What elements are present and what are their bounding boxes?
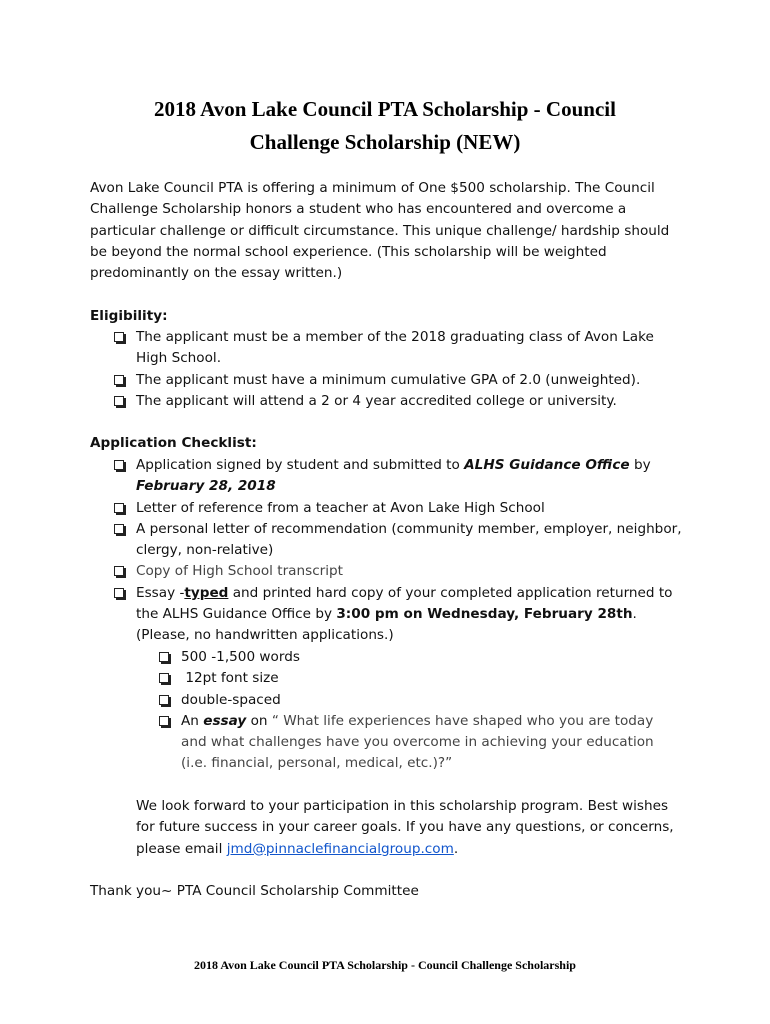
checklist-item-application: Application signed by student and submitted to ALHS Guidance Office by February 28, 2018 <box>112 455 682 498</box>
checkbox-icon[interactable] <box>114 566 124 576</box>
guidance-office-text: ALHS Guidance Office <box>464 457 630 473</box>
essay-req-prompt: An essay on “ What life experiences have shaped who you are today and what challenges have you overcome in achieving your education (i.e. financial, personal, medical, etc.)?” <box>157 711 682 775</box>
eligibility-item: The applicant will attend a 2 or 4 year accredited college or university. <box>112 391 682 412</box>
checkbox-icon[interactable] <box>159 652 169 662</box>
thank-you-line: Thank you~ PTA Council Scholarship Committee <box>90 883 419 899</box>
application-due-date: February 28, 2018 <box>136 478 276 495</box>
checkbox-icon[interactable] <box>159 673 169 683</box>
checkbox-icon[interactable] <box>114 524 124 534</box>
eligibility-list <box>112 327 682 412</box>
essay-deadline: 3:00 pm on Wednesday, February 28th <box>336 606 633 623</box>
checkbox-icon[interactable] <box>114 375 124 385</box>
eligibility-heading: Eligibility: <box>90 308 168 324</box>
checkbox-icon[interactable] <box>159 695 169 705</box>
intro-paragraph: Avon Lake Council PTA is offering a minimum of One $500 scholarship. The Council Challenge Scholarship honors a student who has encountered and overcome a particular challenge or difficult circumstance. This unique challenge/ hardship should be beyond the normal school experience. (This scholarship will be weighted predominantly on the essay written.) <box>90 180 670 282</box>
title-line-1: 2018 Avon Lake Council PTA Scholarship - Council <box>154 97 616 121</box>
title-line-2: Challenge Scholarship (NEW) <box>249 130 521 154</box>
checklist-list <box>112 455 682 647</box>
contact-email-link[interactable]: jmd@pinnaclefinancialgroup.com <box>226 840 454 857</box>
essay-requirements-list <box>157 647 682 775</box>
eligibility-item: The applicant must have a minimum cumulative GPA of 2.0 (unweighted). <box>112 370 682 391</box>
essay-req-font: 12pt font size <box>157 668 682 689</box>
checkbox-icon[interactable] <box>114 332 124 342</box>
checklist-item-personal-letter: A personal letter of recommendation (community member, employer, neighbor, clergy, non-relative) <box>112 519 682 562</box>
closing-paragraph: We look forward to your participation in this scholarship program. Best wishes for future success in your career goals. If you have any questions, or concerns, please email jmd@pinnaclefinancialgroup.com. <box>136 798 674 857</box>
checklist-heading: Application Checklist: <box>90 435 257 451</box>
essay-req-spacing: double-spaced <box>157 690 682 711</box>
checklist-item-essay: Essay -typed and printed hard copy of your completed application returned to the ALHS Guidance Office by 3:00 pm on Wednesday, February 28th. (Please, no handwritten applications.) <box>112 583 682 647</box>
checklist-item-teacher-reference: Letter of reference from a teacher at Avon Lake High School <box>112 498 682 519</box>
checkbox-icon[interactable] <box>114 503 124 513</box>
checkbox-icon[interactable] <box>159 716 169 726</box>
checkbox-icon[interactable] <box>114 588 124 598</box>
essay-prompt-text: “ What life experiences have shaped who you are today and what challenges have you overcome in achieving your education (i.e. financial, personal, medical, etc.)?” <box>181 712 654 772</box>
checkbox-icon[interactable] <box>114 460 124 470</box>
typed-text: typed <box>184 584 229 601</box>
essay-req-words: 500 -1,500 words <box>157 647 682 668</box>
checkbox-icon[interactable] <box>114 396 124 406</box>
eligibility-item: The applicant must be a member of the 2018 graduating class of Avon Lake High School. <box>112 327 682 370</box>
page-title <box>90 93 680 159</box>
checklist-item-transcript: Copy of High School transcript <box>112 561 682 582</box>
page-footer: 2018 Avon Lake Council PTA Scholarship - Council Challenge Scholarship <box>194 958 576 972</box>
